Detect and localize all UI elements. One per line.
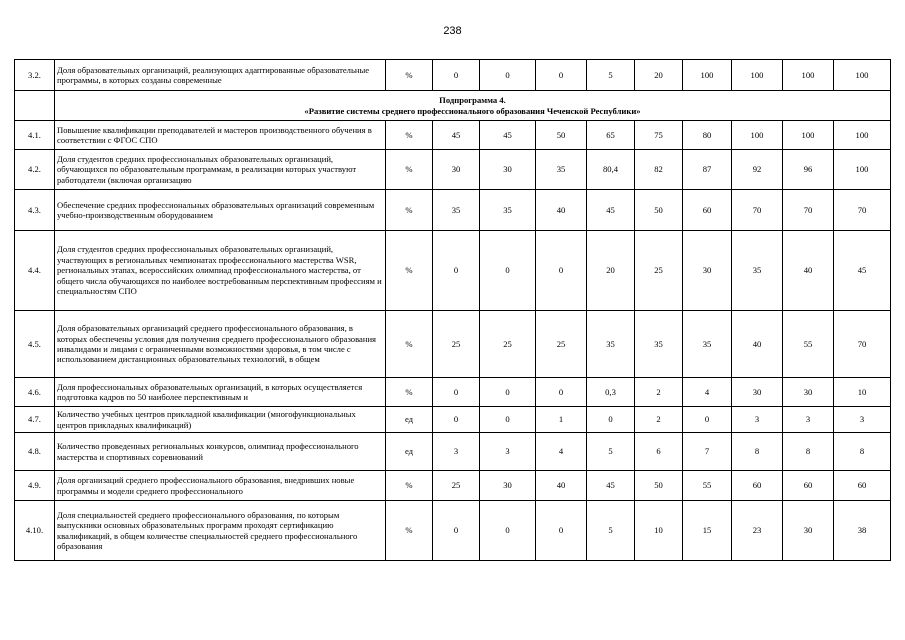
row-description: Обеспечение средних профессиональных образовательных организаций современным учебно-производственным оборудованием (55, 190, 386, 231)
row-value: 25 (536, 311, 587, 378)
row-value: 10 (834, 378, 891, 407)
row-value: 0 (683, 407, 732, 433)
row-value: 100 (732, 121, 783, 150)
row-number: 3.2. (15, 60, 55, 91)
row-value: 45 (433, 121, 480, 150)
row-value: 50 (635, 190, 683, 231)
row-value: 35 (635, 311, 683, 378)
row-value: 6 (635, 433, 683, 471)
row-value: 20 (635, 60, 683, 91)
row-value: 100 (732, 60, 783, 91)
row-value: 30 (783, 378, 834, 407)
row-value: 100 (834, 60, 891, 91)
row-value: 5 (587, 433, 635, 471)
row-unit: % (386, 60, 433, 91)
row-value: 35 (433, 190, 480, 231)
row-description: Доля образовательных организаций среднего профессионального образования, в которых обеспечены условия для получения среднего профессионального образования инвалидами и лицами с ограниченными возможностями здоровья, в том числе с использованием дистанционных образовательных технологий, в общем (55, 311, 386, 378)
subprogram-line2: «Развитие системы среднего профессионального образования Чеченской Республики» (304, 105, 641, 116)
table-row (15, 501, 891, 561)
row-value: 25 (635, 231, 683, 311)
row-number: 4.7. (15, 407, 55, 433)
row-number: 4.6. (15, 378, 55, 407)
row-value: 70 (732, 190, 783, 231)
row-value: 4 (536, 433, 587, 471)
row-value: 0 (480, 407, 536, 433)
row-value: 100 (783, 121, 834, 150)
row-unit: ед (386, 433, 433, 471)
row-value: 60 (732, 471, 783, 501)
row-value: 80,4 (587, 150, 635, 190)
table-row (15, 190, 891, 231)
row-number: 4.4. (15, 231, 55, 311)
row-value: 45 (587, 190, 635, 231)
row-value: 8 (834, 433, 891, 471)
row-value: 60 (683, 190, 732, 231)
row-value: 35 (683, 311, 732, 378)
row-value: 25 (480, 311, 536, 378)
row-value: 0 (433, 378, 480, 407)
empty-cell (15, 91, 55, 121)
subprogram-title (55, 91, 891, 121)
row-value: 8 (732, 433, 783, 471)
row-value: 0 (433, 231, 480, 311)
row-description: Количество учебных центров прикладной квалификации (многофункциональных центров прикладных квалификаций) (55, 407, 386, 433)
row-value: 35 (587, 311, 635, 378)
row-value: 50 (635, 471, 683, 501)
row-value: 70 (834, 311, 891, 378)
row-value: 96 (783, 150, 834, 190)
row-unit: % (386, 190, 433, 231)
row-value: 100 (683, 60, 732, 91)
row-value: 3 (480, 433, 536, 471)
row-value: 70 (783, 190, 834, 231)
row-value: 10 (635, 501, 683, 561)
row-value: 50 (536, 121, 587, 150)
row-value: 3 (732, 407, 783, 433)
row-value: 30 (732, 378, 783, 407)
row-value: 25 (433, 471, 480, 501)
row-value: 3 (433, 433, 480, 471)
row-unit: ед (386, 407, 433, 433)
row-value: 0 (433, 501, 480, 561)
row-value: 60 (834, 471, 891, 501)
row-value: 45 (587, 471, 635, 501)
row-value: 1 (536, 407, 587, 433)
row-number: 4.9. (15, 471, 55, 501)
row-value: 20 (587, 231, 635, 311)
row-value: 0 (433, 60, 480, 91)
row-value: 55 (683, 471, 732, 501)
row-description: Количество проведенных региональных конкурсов, олимпиад профессионального мастерства и спортивных соревнований (55, 433, 386, 471)
table-row (15, 407, 891, 433)
row-value: 40 (536, 471, 587, 501)
row-unit: % (386, 501, 433, 561)
row-value: 5 (587, 60, 635, 91)
row-value: 25 (433, 311, 480, 378)
row-value: 38 (834, 501, 891, 561)
row-unit: % (386, 121, 433, 150)
row-value: 0 (480, 231, 536, 311)
row-value: 92 (732, 150, 783, 190)
row-unit: % (386, 231, 433, 311)
row-value: 30 (480, 150, 536, 190)
row-number: 4.1. (15, 121, 55, 150)
row-value: 87 (683, 150, 732, 190)
row-value: 40 (536, 190, 587, 231)
row-value: 7 (683, 433, 732, 471)
row-value: 23 (732, 501, 783, 561)
row-value: 30 (433, 150, 480, 190)
row-unit: % (386, 150, 433, 190)
row-description: Доля специальностей среднего профессионального образования, по которым выпускники основных образовательных программ проходят сертификацию квалификаций, в общем количестве специальностей среднего профессионального образования (55, 501, 386, 561)
row-value: 35 (536, 150, 587, 190)
row-value: 8 (783, 433, 834, 471)
row-value: 0,3 (587, 378, 635, 407)
row-value: 100 (834, 150, 891, 190)
row-value: 40 (732, 311, 783, 378)
row-value: 65 (587, 121, 635, 150)
indicators-table (14, 59, 891, 561)
subprogram-header-row (15, 91, 891, 121)
row-description: Доля образовательных организаций, реализующих адаптированные образовательные программы, в которых созданы современные (55, 60, 386, 91)
row-value: 35 (480, 190, 536, 231)
row-description: Доля организаций среднего профессионального образования, внедривших новые программы и модели среднего профессионального (55, 471, 386, 501)
row-number: 4.10. (15, 501, 55, 561)
row-value: 82 (635, 150, 683, 190)
row-value: 45 (834, 231, 891, 311)
row-value: 70 (834, 190, 891, 231)
table-row (15, 231, 891, 311)
row-value: 4 (683, 378, 732, 407)
row-value: 2 (635, 378, 683, 407)
row-value: 0 (536, 501, 587, 561)
row-number: 4.2. (15, 150, 55, 190)
row-value: 100 (834, 121, 891, 150)
row-value: 3 (834, 407, 891, 433)
row-value: 75 (635, 121, 683, 150)
row-value: 2 (635, 407, 683, 433)
row-number: 4.8. (15, 433, 55, 471)
table-row (15, 378, 891, 407)
row-value: 30 (783, 501, 834, 561)
row-description: Доля студентов средних профессиональных образовательных организаций, участвующих в региональных чемпионатах профессионального мастерства WSR, региональных этапах, всероссийских олимпиад профессионального мастерства, от общего числа обучающихся по наиболее востребованным перспективным профессиям и специальностям СПО (55, 231, 386, 311)
row-value: 0 (536, 378, 587, 407)
row-value: 30 (480, 471, 536, 501)
row-value: 0 (433, 407, 480, 433)
row-unit: % (386, 378, 433, 407)
row-value: 15 (683, 501, 732, 561)
row-value: 3 (783, 407, 834, 433)
row-unit: % (386, 311, 433, 378)
row-description: Доля студентов средних профессиональных образовательных организаций, обучающихся по образовательным программам, в реализации которых участвуют работодатели (включая организацию (55, 150, 386, 190)
table-row (15, 471, 891, 501)
row-value: 0 (480, 501, 536, 561)
row-value: 0 (536, 231, 587, 311)
row-number: 4.5. (15, 311, 55, 378)
row-value: 0 (480, 378, 536, 407)
row-value: 0 (480, 60, 536, 91)
row-description: Доля профессиональных образовательных организаций, в которых осуществляется подготовка кадров по 50 наиболее перспективным и (55, 378, 386, 407)
table-row (15, 121, 891, 150)
row-number: 4.3. (15, 190, 55, 231)
row-description: Повышение квалификации преподавателей и мастеров производственного обучения в соответствии с ФГОС СПО (55, 121, 386, 150)
row-value: 55 (783, 311, 834, 378)
table-row (15, 150, 891, 190)
row-value: 0 (536, 60, 587, 91)
table-row (15, 433, 891, 471)
subprogram-line1: Подпрограмма 4. (439, 94, 506, 105)
row-value: 45 (480, 121, 536, 150)
row-value: 80 (683, 121, 732, 150)
row-value: 5 (587, 501, 635, 561)
table-row (15, 311, 891, 378)
page-number: 238 (443, 25, 462, 37)
row-value: 100 (783, 60, 834, 91)
row-value: 35 (732, 231, 783, 311)
table-row (15, 60, 891, 91)
row-value: 40 (783, 231, 834, 311)
row-value: 30 (683, 231, 732, 311)
row-value: 0 (587, 407, 635, 433)
row-value: 60 (783, 471, 834, 501)
row-unit: % (386, 471, 433, 501)
